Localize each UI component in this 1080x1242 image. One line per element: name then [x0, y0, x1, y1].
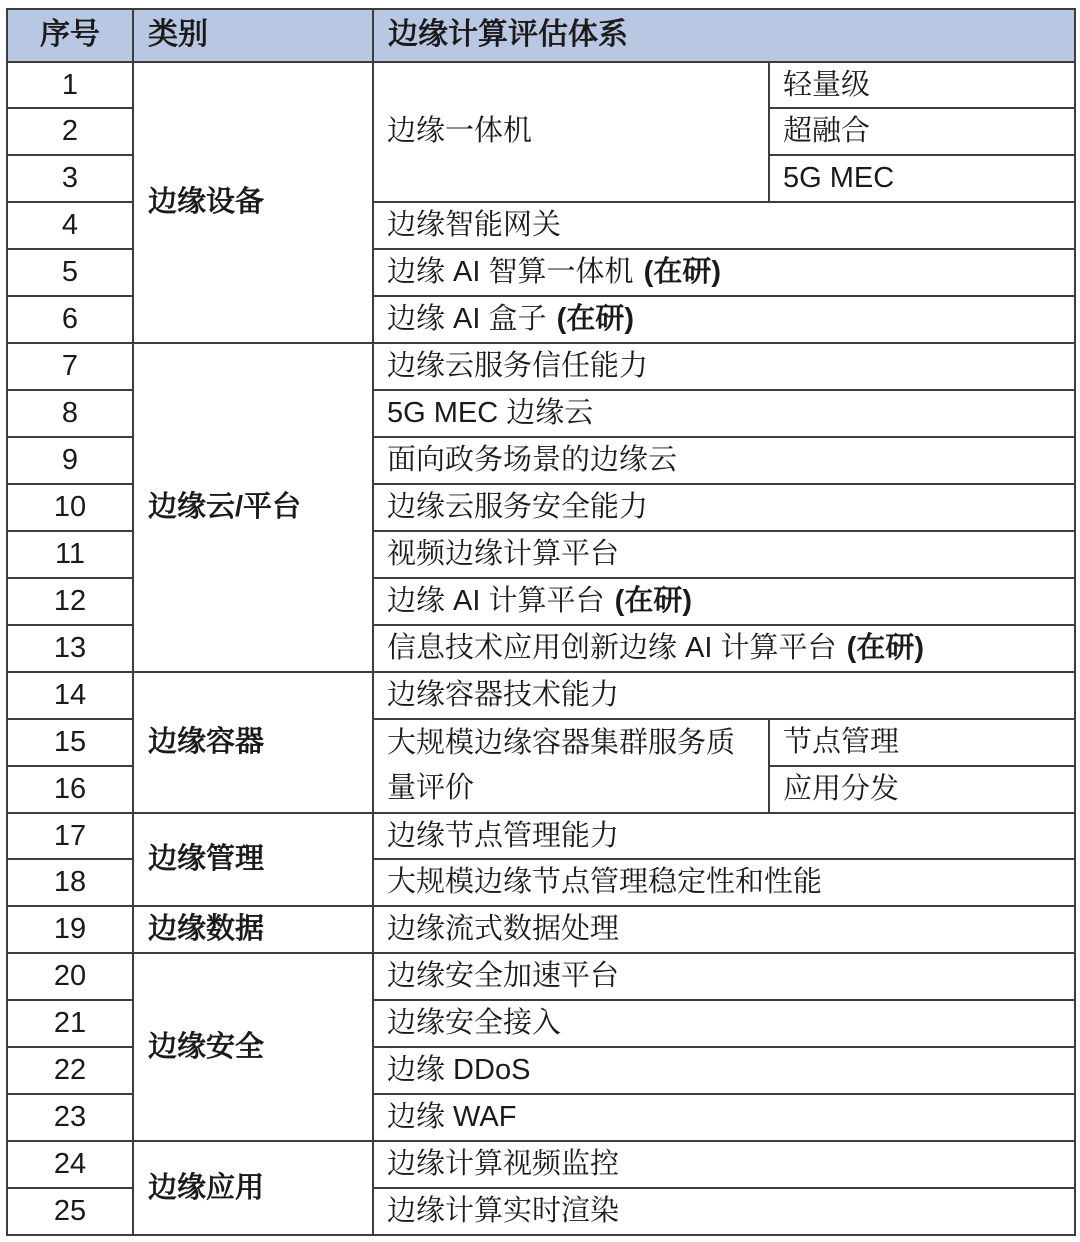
in-development-note: (在研)	[614, 584, 692, 617]
seq-cell: 8	[7, 390, 133, 437]
seq-cell: 10	[7, 484, 133, 531]
seq-cell: 7	[7, 343, 133, 390]
category-cell: 边缘管理	[133, 813, 373, 907]
item-cell: 边缘 WAF	[373, 1094, 1075, 1141]
item-cell: 边缘计算视频监控	[373, 1141, 1075, 1188]
header-category-cell: 类别	[133, 9, 373, 62]
category-cell: 边缘设备	[133, 62, 373, 344]
evaluation-table	[6, 8, 1076, 1236]
table-row	[7, 672, 1075, 719]
item-cell	[373, 249, 1075, 296]
seq-cell: 17	[7, 813, 133, 860]
item-cell: 边缘流式数据处理	[373, 906, 1075, 953]
item-cell	[373, 296, 1075, 343]
item-label: 边缘 AI 盒子	[387, 303, 547, 336]
item-cell: 视频边缘计算平台	[373, 531, 1075, 578]
seq-cell: 3	[7, 155, 133, 202]
item-label: 边缘 AI 计算平台	[387, 584, 605, 617]
table-row	[7, 813, 1075, 860]
item-cell: 边缘节点管理能力	[373, 813, 1075, 860]
in-development-note: (在研)	[846, 631, 924, 664]
item-cell: 大规模边缘节点管理稳定性和性能	[373, 859, 1075, 906]
table-row	[7, 953, 1075, 1000]
category-cell: 边缘云/平台	[133, 343, 373, 672]
subitem-cell: 节点管理	[769, 719, 1075, 766]
item-cell: 边缘容器技术能力	[373, 672, 1075, 719]
category-cell: 边缘数据	[133, 906, 373, 953]
seq-cell: 11	[7, 531, 133, 578]
subitem-cell: 轻量级	[769, 62, 1075, 109]
seq-cell: 4	[7, 202, 133, 249]
item-cell: 边缘云服务信任能力	[373, 343, 1075, 390]
category-cell: 边缘应用	[133, 1141, 373, 1235]
header-seq-cell: 序号	[7, 9, 133, 62]
seq-cell: 6	[7, 296, 133, 343]
seq-cell: 21	[7, 1000, 133, 1047]
header-system-cell: 边缘计算评估体系	[373, 9, 1075, 62]
seq-cell: 9	[7, 437, 133, 484]
seq-cell: 18	[7, 859, 133, 906]
subitem-cell: 5G MEC	[769, 155, 1075, 202]
in-development-note: (在研)	[643, 256, 721, 289]
table-row	[7, 1141, 1075, 1188]
table-row	[7, 343, 1075, 390]
item-cell: 5G MEC 边缘云	[373, 390, 1075, 437]
item-cell: 边缘云服务安全能力	[373, 484, 1075, 531]
seq-cell: 25	[7, 1188, 133, 1235]
in-development-note: (在研)	[556, 303, 634, 336]
item-label: 边缘 AI 智算一体机	[387, 256, 634, 289]
seq-cell: 24	[7, 1141, 133, 1188]
item-cell: 边缘一体机	[373, 62, 769, 203]
table-header	[7, 9, 1075, 62]
seq-cell: 22	[7, 1047, 133, 1094]
seq-cell: 5	[7, 249, 133, 296]
subitem-cell: 超融合	[769, 108, 1075, 155]
item-cell	[373, 625, 1075, 672]
subitem-cell: 应用分发	[769, 766, 1075, 813]
seq-cell: 20	[7, 953, 133, 1000]
seq-cell: 23	[7, 1094, 133, 1141]
seq-cell: 15	[7, 719, 133, 766]
item-cell: 面向政务场景的边缘云	[373, 437, 1075, 484]
item-cell: 边缘计算实时渲染	[373, 1188, 1075, 1235]
item-label: 信息技术应用创新边缘 AI 计算平台	[387, 631, 837, 664]
seq-cell: 16	[7, 766, 133, 813]
seq-cell: 13	[7, 625, 133, 672]
category-cell: 边缘安全	[133, 953, 373, 1141]
seq-cell: 12	[7, 578, 133, 625]
item-cell: 边缘智能网关	[373, 202, 1075, 249]
item-cell: 边缘 DDoS	[373, 1047, 1075, 1094]
table-row	[7, 62, 1075, 109]
seq-cell: 2	[7, 108, 133, 155]
item-cell: 边缘安全接入	[373, 1000, 1075, 1047]
header-row	[7, 9, 1075, 62]
table-row	[7, 906, 1075, 953]
category-cell: 边缘容器	[133, 672, 373, 813]
seq-cell: 1	[7, 62, 133, 109]
item-cell	[373, 578, 1075, 625]
seq-cell: 19	[7, 906, 133, 953]
item-cell: 边缘安全加速平台	[373, 953, 1075, 1000]
item-cell: 大规模边缘容器集群服务质量评价	[373, 719, 769, 813]
seq-cell: 14	[7, 672, 133, 719]
